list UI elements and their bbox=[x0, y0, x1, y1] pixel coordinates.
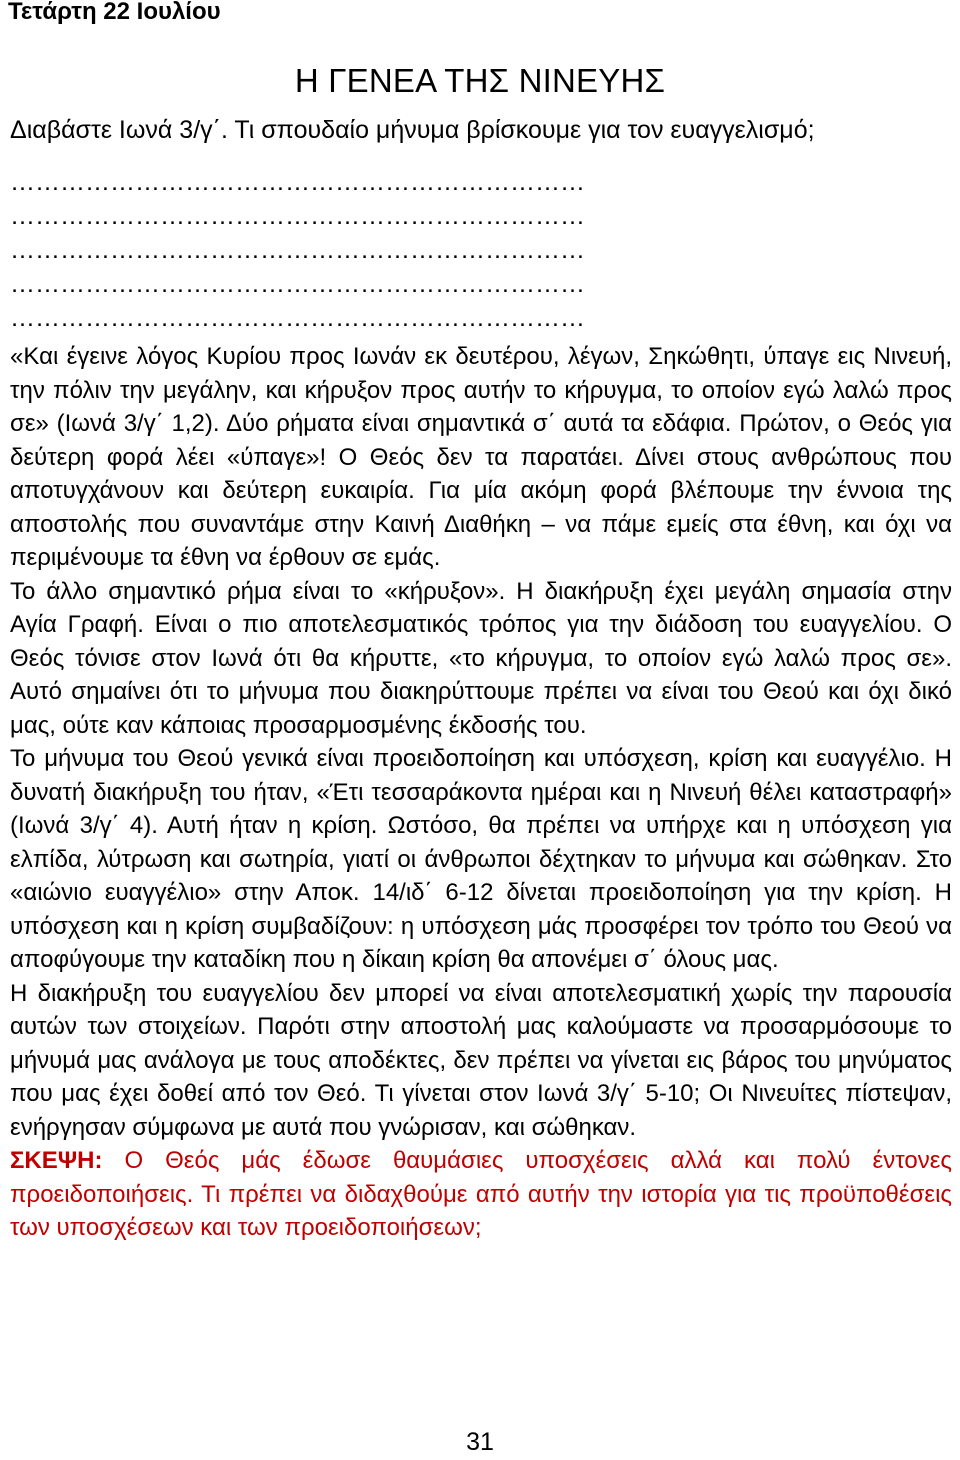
answer-line[interactable]: …………………………………………………………… bbox=[10, 270, 585, 298]
body-paragraph: «Και έγεινε λόγος Κυρίου προς Ιωνάν εκ δευτέρου, λέγων, Σηκώθητι, ύπαγε εις Νινευή, την πόλιν την μεγάλην, και κήρυξον προς αυτήν το κήρυγμα, το οποίον εγώ λαλώ προς σε» (Ιωνά 3/γ΄ 1,2). Δύο ρήματα είναι σημαντικά σ΄ αυτά τα εδάφια. Πρώτον, ο Θεός για δεύτερη φορά λέει «ύπαγε»! Ο Θεός δεν τα παρατάει. Δίνει στους ανθρώπους που αποτυγχάνουν και δεύτερη ευκαιρία. Για μία ακόμη φορά βλέπουμε την έννοια της αποστολής που συναντάμε στην Καινή Διαθήκη – να πάμε εμείς στα έθνη, και όχι να περιμένουμε τα έθνη να έρθουν σε εμάς. bbox=[10, 343, 952, 571]
day-date-heading: Τετάρτη 22 Ιουλίου bbox=[8, 0, 221, 25]
body-paragraph: Το άλλο σημαντικό ρήμα είναι το «κήρυξον». Η διακήρυξη έχει μεγάλη σημασία στην Αγία Γραφή. Είναι ο πιο αποτελεσματικός τρόπος για την διάδοση του ευαγγελίου. Ο Θεός τόνισε στον Ιωνά ότι θα κήρυττε, «το κήρυγμα, το οποίον εγώ λαλώ προς σε». Αυτό σημαίνει ότι το μήνυμα που διακηρύττουμε πρέπει να είναι του Θεού και όχι δικό μας, ούτε καν κάποιας προσαρμοσμένης έκδοσής του. bbox=[10, 577, 952, 739]
lesson-body bbox=[10, 340, 952, 1245]
answer-line[interactable]: …………………………………………………………… bbox=[10, 168, 585, 196]
study-question: Διαβάστε Ιωνά 3/γ΄. Τι σπουδαίο μήνυμα βρίσκουμε για τον ευαγγελισμό; bbox=[10, 116, 815, 144]
reflection-label: ΣΚΕΨΗ: bbox=[10, 1147, 103, 1174]
page-number: 31 bbox=[466, 1428, 494, 1456]
answer-line[interactable]: …………………………………………………………… bbox=[10, 202, 585, 230]
reflection-block bbox=[10, 1144, 952, 1245]
body-paragraph: Το μήνυμα του Θεού γενικά είναι προειδοποίηση και υπόσχεση, κρίση και ευαγγέλιο. Η δυνατή διακήρυξη του ήταν, «Έτι τεσσαράκοντα ημέραι και η Νινευή θέλει καταστραφή» (Ιωνά 3/γ΄ 4). Αυτή ήταν η κρίση. Ωστόσο, θα πρέπει να υπήρχε και η υπόσχεση για ελπίδα, λύτρωση και σωτηρία, γιατί οι άνθρωποι δέχτηκαν το μήνυμα και σώθηκαν. Στο «αιώνιο ευαγγέλιο» στην Αποκ. 14/ιδ΄ 6-12 δίνεται προειδοποίηση για την κρίση. Η υπόσχεση και η κρίση συμβαδίζουν: η υπόσχεση μάς προσφέρει τον τρόπο του Θεού να αποφύγουμε την καταδίκη που η δίκαιη κρίση θα απονέμει σ΄ όλους μας. bbox=[10, 745, 952, 973]
answer-line[interactable]: …………………………………………………………… bbox=[10, 236, 585, 264]
answer-line[interactable]: …………………………………………………………… bbox=[10, 304, 585, 332]
body-paragraph: Η διακήρυξη του ευαγγελίου δεν μπορεί να είναι αποτελεσματική χωρίς την παρουσία αυτών των στοιχείων. Παρότι στην αποστολή μας καλούμαστε να προσαρμόσουμε το μήνυμά μας ανάλογα με τους αποδέκτες, δεν πρέπει να γίνεται εις βάρος του μηνύματος που μας έχει δοθεί από τον Θεό. Τι γίνεται στον Ιωνά 3/γ΄ 5-10; Οι Νινευίτες πίστεψαν, ενήργησαν σύμφωνα με αυτά που γνώρισαν, και σώθηκαν. bbox=[10, 979, 952, 1141]
reflection-text: Ο Θεός μάς έδωσε θαυμάσιες υποσχέσεις αλλά και πολύ έντονες προειδοποιήσεις. Τι πρέπει να διδαχθούμε από αυτήν την ιστορία για τις προϋποθέσεις των υποσχέσεων και των προειδοποιήσεων; bbox=[10, 1147, 952, 1241]
lesson-title: Η ΓΕΝΕΑ ΤΗΣ ΝΙΝΕΥΗΣ bbox=[294, 62, 666, 99]
